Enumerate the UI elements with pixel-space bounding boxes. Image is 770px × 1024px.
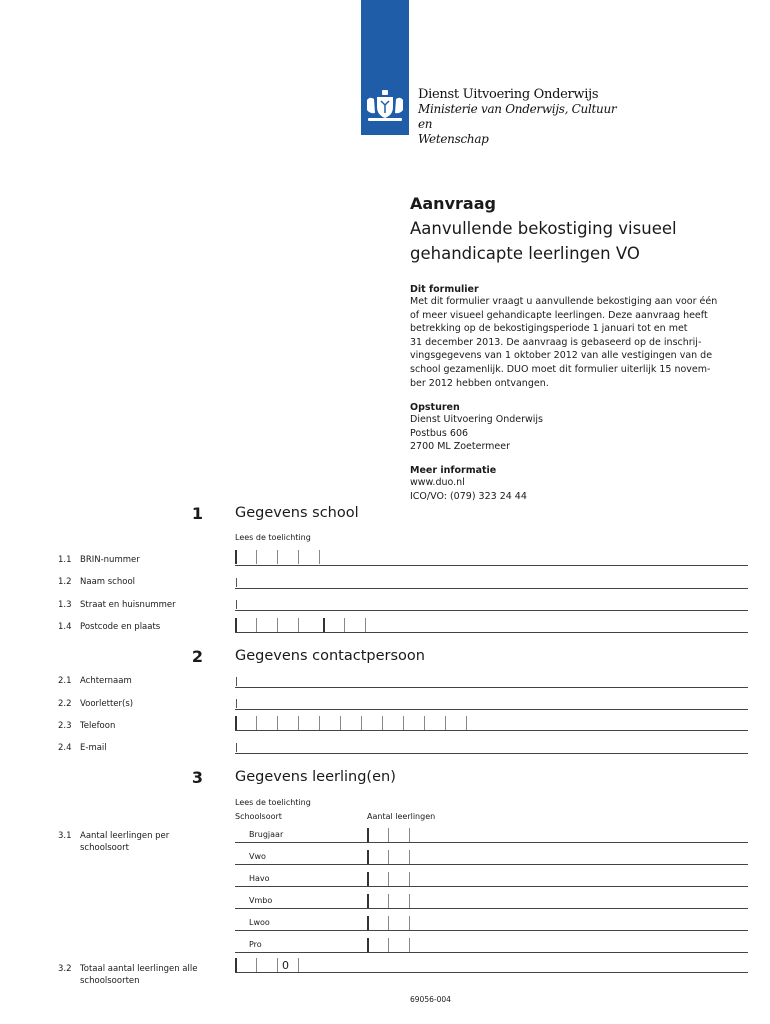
section-note: Lees de toelichting	[235, 533, 311, 542]
info-line: betrekking op de bekostigingsperiode 1 januari tot en met	[410, 323, 688, 335]
schoolsoort-label: Lwoo	[249, 918, 270, 927]
field-label: Postcode en plaats	[80, 622, 161, 632]
field-label	[80, 964, 197, 987]
info-line: school gezamenlijk. DUO moet dit formulier uiterlijk 15 novem-	[410, 363, 711, 375]
student-count-input[interactable]	[367, 916, 409, 930]
field-number: 3.1	[58, 831, 72, 841]
field-number: 2.1	[58, 676, 72, 686]
form-title: Aanvraag	[410, 194, 496, 213]
schoolsoort-label: Vwo	[249, 852, 266, 861]
info-text	[410, 476, 750, 503]
field-label: Naam school	[80, 577, 136, 587]
field-number: 3.2	[58, 964, 72, 974]
field-label: Straat en huisnummer	[80, 600, 176, 610]
student-count-input[interactable]	[367, 828, 409, 842]
info-line: 31 december 2013. De aanvraag is gebaseerd op de inschrij-	[410, 336, 702, 348]
brin-input[interactable]	[235, 550, 319, 564]
field-number: 1.1	[58, 555, 72, 565]
student-count-input[interactable]	[367, 872, 409, 886]
info-heading: Meer informatie	[410, 465, 497, 476]
street-input[interactable]	[235, 596, 748, 610]
info-dit-formulier	[410, 284, 755, 390]
info-meer-informatie	[410, 465, 750, 503]
field-label: Achternaam	[80, 676, 132, 686]
field-number: 1.4	[58, 622, 72, 632]
field-number: 1.2	[58, 577, 72, 587]
student-count-input[interactable]	[367, 850, 409, 864]
section-title: Gegevens school	[235, 505, 359, 521]
email-input[interactable]	[235, 739, 748, 753]
info-line: of meer visueel gehandicapte leerlingen. Deze aanvraag heeft	[410, 309, 708, 321]
place-input[interactable]	[372, 618, 748, 632]
info-heading: Opsturen	[410, 402, 460, 413]
info-line: Postbus 606	[410, 427, 469, 439]
field-label: E-mail	[80, 743, 107, 753]
section-number: 2	[191, 647, 203, 666]
field-label: BRIN-nummer	[80, 555, 140, 565]
total-students-value: 0	[282, 959, 289, 972]
info-text	[410, 413, 750, 454]
info-line: www.duo.nl	[410, 477, 465, 488]
section-title: Gegevens leerling(en)	[235, 769, 396, 785]
postcode-input[interactable]	[235, 618, 319, 632]
info-line: vingsgegevens van 1 oktober 2012 van alle vestigingen van de	[410, 350, 713, 362]
phone-input[interactable]	[235, 716, 466, 730]
field-label-line-1: Aantal leerlingen per	[80, 831, 170, 841]
subtitle-line-1: Aanvullende bekostiging visueel	[410, 219, 677, 238]
section-title: Gegevens contactpersoon	[235, 648, 425, 664]
section-number: 3	[191, 768, 203, 787]
student-count-input[interactable]	[367, 894, 409, 908]
field-number: 2.4	[58, 743, 72, 753]
subtitle-line-2: gehandicapte leerlingen VO	[410, 244, 640, 263]
form-subtitle	[410, 216, 750, 266]
coat-of-arms-icon	[364, 88, 406, 124]
field-label-line-2: schoolsoorten	[80, 975, 140, 986]
field-label-line-1: Totaal aantal leerlingen alle	[80, 964, 198, 974]
ministry-name	[418, 102, 628, 147]
column-header-schoolsoort: Schoolsoort	[235, 812, 282, 821]
school-name-input[interactable]	[235, 574, 748, 588]
field-number: 2.3	[58, 721, 72, 731]
column-header-aantal: Aantal leerlingen	[367, 812, 436, 821]
info-line: ICO/VO: (079) 323 24 44	[410, 490, 527, 502]
schoolsoort-label: Pro	[249, 940, 262, 949]
org-name: Dienst Uitvoering Onderwijs	[418, 87, 599, 102]
field-number: 2.2	[58, 699, 72, 709]
lastname-input[interactable]	[235, 673, 748, 687]
section-number: 1	[191, 504, 203, 523]
field-label: Telefoon	[80, 721, 116, 731]
info-line: ber 2012 hebben ontvangen.	[410, 377, 549, 389]
schoolsoort-label: Havo	[249, 874, 270, 883]
info-line: Dienst Uitvoering Onderwijs	[410, 414, 544, 425]
form-code: 69056-004	[410, 995, 451, 1004]
info-opsturen	[410, 402, 750, 454]
info-heading: Dit formulier	[410, 284, 479, 295]
ministry-line-1: Ministerie van Onderwijs, Cultuur en	[418, 102, 617, 131]
schoolsoort-label: Vmbo	[249, 896, 273, 905]
info-line: 2700 ML Zoetermeer	[410, 441, 511, 453]
postcode-letters-input[interactable]	[323, 618, 365, 632]
field-label	[80, 831, 169, 854]
student-count-input[interactable]	[367, 938, 409, 952]
ministry-line-2: Wetenschap	[418, 132, 489, 146]
info-text	[410, 295, 755, 390]
initials-input[interactable]	[235, 695, 748, 709]
section-note: Lees de toelichting	[235, 798, 311, 807]
field-label-line-2: schoolsoort	[80, 842, 129, 853]
schoolsoort-label: Brugjaar	[249, 830, 284, 839]
total-students-field	[235, 958, 298, 972]
field-label: Voorletter(s)	[80, 699, 134, 709]
info-line: Met dit formulier vraagt u aanvullende bekostiging aan voor één	[410, 296, 718, 307]
field-number: 1.3	[58, 600, 72, 610]
